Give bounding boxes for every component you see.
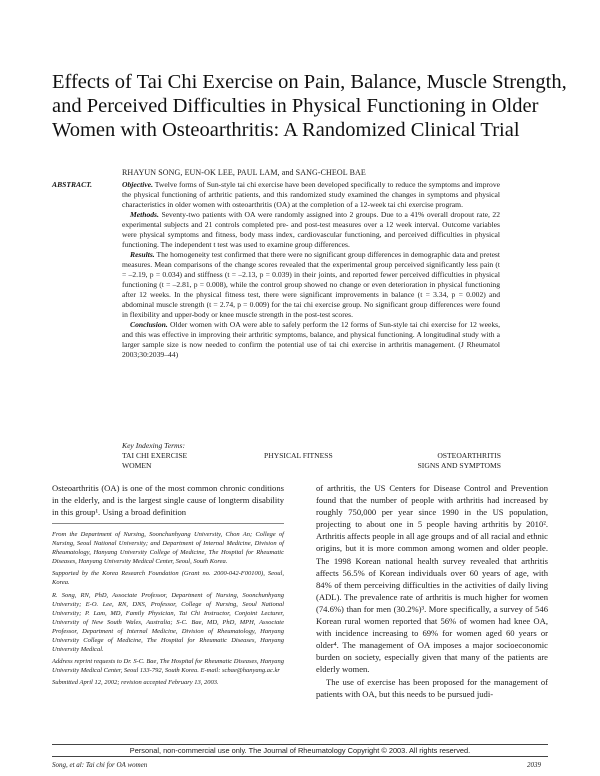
objective-text: Twelve forms of Sun-style tai chi exercise have been developed specifically to reduce the symptoms and improve the physical functioning of arthritic patients, and this randomized study examined the changes in symptoms and physical characteristics in older women with osteoarthritis (OA) at the completion of a 12-week tai chi exercise program. [122, 180, 501, 209]
body-paragraph: The use of exercise has been proposed for the management of patients with OA, but this needs to be pursued judi- [316, 676, 548, 699]
body-paragraph: of arthritis, the US Centers for Disease Control and Prevention found that the number of people with arthritis had increased by roughly 750,000 per year since 1990 in the US population, projecting to about one in 5 people having arthritis by 2010². Arthritis affects people in all age groups and of all racial and ethnic origins, but it is more common among women and older people. The 1998 Korean national health survey revealed that arthritis affects 56.5% of Korean individuals over 60 years of age, with 84% of them perceiving difficulties in the activities of daily living (ADL). The prevalence rate of arthritis is much higher for women (74.6%) than for men (30.2%)³. More specifically, a survey of 546 Korean rural women reported that 56% of women had knee OA, with incidence increasing to 69% for women aged 60 years or older⁴. The management of OA imposes a major socioeconomic burden on society, especially given that many of the patients are elderly women. [316, 483, 548, 675]
affiliations-footnotes [52, 530, 284, 691]
abstract-objective [122, 180, 500, 210]
abstract-methods [122, 210, 500, 250]
keyword-group-2 [264, 451, 333, 461]
methods-text: Seventy-two patients with OA were randomly assigned into 2 groups. Due to a 41% overall dropout rate, 22 experimental subjects and 21 controls completed pre- and post-test measures over a 12 week interval. Outcome variables were physical symptoms and fitness, body mass index, cardiovascular functioning, and perceived difficulties in physical functioning. The independent t test was used to examine group differences. [122, 210, 500, 249]
conclusion-label: Conclusion. [130, 320, 168, 329]
keyword-osteoarthritis: OSTEOARTHRITIS [437, 451, 501, 460]
running-footer: Song, et al: Tai chi for OA women [52, 761, 148, 769]
objective-label: Objective. [122, 180, 153, 189]
affiliation-submission: Submitted April 12, 2002; revision accepted February 13, 2003. [52, 679, 219, 687]
keywords-heading: Key Indexing Terms: [122, 441, 185, 450]
abstract-conclusion [122, 320, 500, 360]
intro-paragraph: Osteoarthritis (OA) is one of the most common chronic conditions in the elderly, and is the largest single cause of longterm disability in this group¹. Using a broad definition [52, 483, 284, 518]
paper-title: Effects of Tai Chi Exercise on Pain, Balance, Muscle Strength, and Perceived Difficulties in Physical Functioning in Older Women with Osteoarthritis: A Randomized Clinical Trial [52, 71, 567, 141]
keyword-signs-symptoms: SIGNS AND SYMPTOMS [417, 461, 501, 470]
affiliation-authors: R. Song, RN, PhD, Associate Professor, Department of Nursing, Soonchunhyang University; E-O. Lee, RN, DNS, Professor, College of Nursing, Seoul National University; P. Lam, MD, Family Physician, Tai Chi Instructor, Conjoint Lecturer, University of New South Wales, Australia; S-C. Bae, MD, PhD, MPH, Associate Professor, Department of Internal Medicine, Division of Rheumatology, Hanyang University College of Medicine, The Hospital for Rheumatic Diseases, Hanyang University Medical. [52, 591, 284, 654]
abstract-body [122, 180, 500, 360]
footnote-divider [52, 523, 284, 524]
body-right-column [316, 482, 548, 700]
affiliation-reprints: Address reprint requests to Dr. S-C. Bae, The Hospital for Rheumatic Diseases, Hanyang University Medical Center, Seoul 133-792, South Korea. E-mail: scbae@hanyang.ac.kr [52, 658, 284, 675]
results-label: Results. [130, 250, 155, 259]
abstract-results [122, 250, 500, 320]
keyword-group-3 [374, 451, 501, 471]
affiliation-funding: Supported by the Korea Research Foundation (Grant no. 2000-042-F00100), Seoul, Korea. [52, 570, 284, 587]
affiliation-institutions: From the Department of Nursing, Soonchunhyang University, Chon An; College of Nursing, Seoul National University; and Department of Internal Medicine, Division of Rheumatology, Hanyang University College of Medicine, The Hospital for Rheumatic Diseases, Hanyang University Medical Center, Seoul, South Korea. [52, 531, 284, 566]
methods-label: Methods. [130, 210, 159, 219]
keyword-women: WOMEN [122, 461, 152, 470]
conclusion-text: Older women with OA were able to safely perform the 12 forms of Sun-style tai chi exercise for 12 weeks, and this was effective in improving their arthritic symptoms, balance, and physical functioning. A longitudinal study with a larger sample size is now needed to confirm the potential use of tai chi exercise in arthritis management. (J Rheumatol 2003;30:2039–44) [122, 320, 500, 359]
abstract-label: ABSTRACT. [52, 180, 93, 189]
keyword-group-1 [122, 451, 187, 471]
page-number: 2039 [527, 761, 541, 769]
results-text: The homogeneity test confirmed that there were no significant group differences in demographic data and pretest measures. Mean comparisons of the change scores revealed that the experimental group perceived significantly less pain (t = –2.19, p = 0.034) and stiffness (t = –2.13, p = 0.039) in their joints, and reported fewer perceived difficulties in physical functioning (t = –2.81, p = 0.008), while the control group showed no change or even deterioration in physical functioning after 12 weeks. In the physical fitness test, there were significant improvements in balance (t = 3.34, p = 0.002) and abdominal muscle strength (t = 2.74, p = 0.009) for the tai chi exercise group. No significant group differences were found in flexibility and upper-body or knee muscle strength in the post-test scores. [122, 250, 500, 319]
author-list: RHAYUN SONG, EUN-OK LEE, PAUL LAM, and SANG-CHEOL BAE [122, 168, 366, 177]
keyword-tai-chi: TAI CHI EXERCISE [122, 451, 188, 460]
copyright-notice: Personal, non-commercial use only. The Journal of Rheumatology Copyright © 2003. All rights reserved. [52, 744, 548, 757]
keyword-physical-fitness: PHYSICAL FITNESS [264, 451, 333, 460]
